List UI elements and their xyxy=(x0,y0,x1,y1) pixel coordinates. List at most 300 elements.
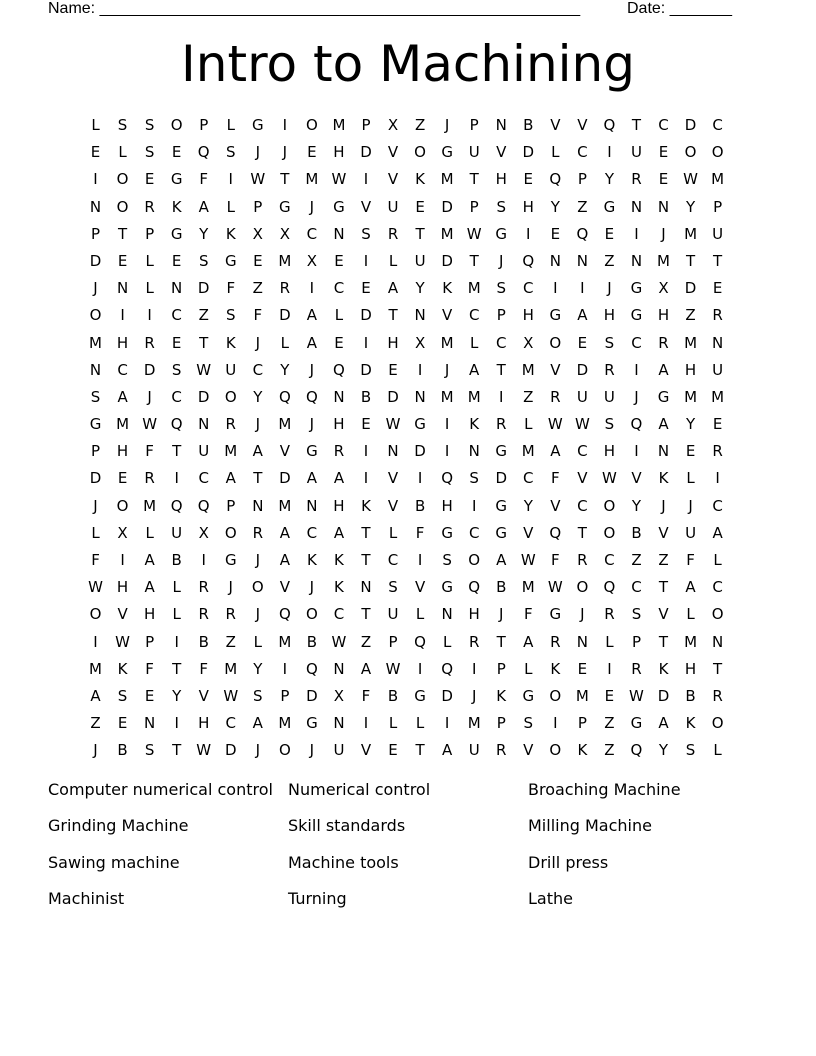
grid-letter[interactable]: S xyxy=(171,360,182,379)
grid-letter[interactable]: N xyxy=(333,224,345,243)
grid-letter[interactable]: J xyxy=(444,116,450,134)
grid-letter[interactable]: V xyxy=(631,469,642,488)
grid-letter[interactable]: G xyxy=(441,578,453,597)
grid-letter[interactable]: Z xyxy=(658,551,669,569)
grid-letter[interactable]: C xyxy=(306,224,318,243)
grid-letter[interactable]: S xyxy=(253,686,263,705)
grid-letter[interactable]: F xyxy=(145,442,154,461)
grid-letter[interactable]: R xyxy=(144,333,155,352)
grid-letter[interactable]: M xyxy=(467,714,481,733)
grid-letter[interactable]: A xyxy=(252,442,263,461)
grid-letter[interactable]: U xyxy=(333,741,345,760)
grid-letter[interactable]: N xyxy=(333,659,345,678)
grid-letter[interactable]: I xyxy=(471,496,477,515)
grid-letter[interactable]: O xyxy=(549,333,562,352)
grid-letter[interactable]: U xyxy=(712,224,724,243)
grid-letter[interactable]: A xyxy=(387,279,399,298)
grid-letter[interactable]: K xyxy=(658,469,669,488)
grid-letter[interactable]: M xyxy=(224,659,238,678)
grid-letter[interactable]: R xyxy=(712,442,723,461)
grid-letter[interactable]: W xyxy=(331,170,347,189)
grid-letter[interactable]: O xyxy=(711,605,724,624)
grid-letter[interactable]: Q xyxy=(305,387,318,406)
grid-letter[interactable]: I xyxy=(120,306,125,325)
grid-letter[interactable]: Q xyxy=(603,116,616,134)
grid-letter[interactable]: G xyxy=(522,686,535,705)
grid-letter[interactable]: G xyxy=(495,523,508,542)
grid-letter[interactable]: R xyxy=(144,469,155,488)
grid-letter[interactable]: C xyxy=(225,714,236,733)
grid-letter[interactable]: C xyxy=(171,306,182,325)
grid-letter[interactable]: R xyxy=(225,605,236,624)
grid-letter[interactable]: I xyxy=(553,279,558,298)
grid-letter[interactable]: Y xyxy=(253,659,263,678)
grid-letter[interactable]: P xyxy=(280,686,290,705)
grid-letter[interactable]: V xyxy=(360,197,372,216)
grid-letter[interactable]: A xyxy=(198,197,209,216)
grid-letter[interactable]: F xyxy=(523,605,533,624)
grid-letter[interactable]: A xyxy=(333,469,345,488)
grid-letter[interactable]: Q xyxy=(278,605,291,624)
grid-letter[interactable]: S xyxy=(442,551,452,569)
grid-letter[interactable]: M xyxy=(89,333,102,352)
grid-letter[interactable]: G xyxy=(630,306,643,325)
grid-letter[interactable]: G xyxy=(306,442,318,461)
grid-letter[interactable]: Y xyxy=(523,496,533,515)
grid-letter[interactable]: G xyxy=(89,415,102,434)
grid-letter[interactable]: N xyxy=(333,387,345,406)
grid-letter[interactable]: I xyxy=(580,279,585,298)
grid-letter[interactable]: K xyxy=(685,714,696,733)
grid-letter[interactable]: T xyxy=(172,741,182,760)
grid-letter[interactable]: D xyxy=(360,306,372,325)
grid-letter[interactable]: M xyxy=(575,686,589,705)
grid-letter[interactable]: A xyxy=(469,360,480,379)
grid-letter[interactable]: F xyxy=(551,551,560,569)
grid-letter[interactable]: Q xyxy=(278,387,291,406)
grid-letter[interactable]: A xyxy=(144,551,155,569)
grid-letter[interactable]: R xyxy=(712,686,723,705)
grid-letter[interactable]: I xyxy=(174,632,179,651)
grid-letter[interactable]: N xyxy=(414,387,426,406)
grid-letter[interactable]: L xyxy=(470,333,479,352)
grid-letter[interactable]: G xyxy=(441,143,453,162)
grid-letter[interactable]: Y xyxy=(685,415,696,434)
grid-letter[interactable]: V xyxy=(279,578,290,597)
grid-letter[interactable]: O xyxy=(549,686,562,705)
grid-letter[interactable]: A xyxy=(550,442,561,461)
grid-letter[interactable]: G xyxy=(657,387,670,406)
grid-letter[interactable]: N xyxy=(549,251,561,270)
grid-letter[interactable]: G xyxy=(306,714,318,733)
grid-letter[interactable]: O xyxy=(116,197,129,216)
grid-letter[interactable]: D xyxy=(197,387,210,406)
grid-letter[interactable]: X xyxy=(279,224,290,243)
grid-letter[interactable]: K xyxy=(361,496,371,515)
grid-letter[interactable]: T xyxy=(361,605,371,624)
grid-letter[interactable]: S xyxy=(469,469,479,488)
grid-letter[interactable]: H xyxy=(684,360,697,379)
grid-letter[interactable]: O xyxy=(711,714,724,733)
grid-letter[interactable]: L xyxy=(524,659,533,678)
grid-letter[interactable]: L xyxy=(686,605,695,624)
grid-letter[interactable]: M xyxy=(305,170,319,189)
grid-letter[interactable]: T xyxy=(713,659,723,678)
grid-letter[interactable]: I xyxy=(634,360,639,379)
grid-letter[interactable]: E xyxy=(253,251,263,270)
grid-letter[interactable]: N xyxy=(89,197,102,216)
grid-letter[interactable]: Q xyxy=(170,496,183,515)
grid-letter[interactable]: L xyxy=(524,415,533,434)
grid-letter[interactable]: F xyxy=(226,279,236,298)
grid-letter[interactable]: J xyxy=(309,741,315,760)
grid-letter[interactable]: I xyxy=(444,442,450,461)
grid-letter[interactable]: G xyxy=(170,170,183,189)
grid-letter[interactable]: K xyxy=(334,578,344,597)
grid-letter[interactable]: B xyxy=(171,551,182,569)
grid-letter[interactable]: C xyxy=(171,387,182,406)
grid-letter[interactable]: Y xyxy=(685,197,696,216)
grid-letter[interactable]: G xyxy=(495,442,508,461)
grid-letter[interactable]: N xyxy=(306,496,318,515)
grid-letter[interactable]: C xyxy=(333,605,345,624)
grid-letter[interactable]: V xyxy=(658,605,669,624)
grid-letter[interactable]: L xyxy=(226,116,235,134)
grid-letter[interactable]: M xyxy=(684,224,698,243)
grid-letter[interactable]: M xyxy=(467,279,481,298)
grid-letter[interactable]: K xyxy=(171,197,182,216)
grid-letter[interactable]: J xyxy=(661,496,666,515)
grid-letter[interactable]: H xyxy=(333,143,345,162)
grid-letter[interactable]: N xyxy=(360,578,372,597)
grid-letter[interactable]: U xyxy=(387,197,399,216)
grid-letter[interactable]: Y xyxy=(604,170,614,189)
grid-letter[interactable]: L xyxy=(388,523,398,542)
grid-letter[interactable]: B xyxy=(685,686,696,705)
grid-letter[interactable]: T xyxy=(496,360,506,379)
grid-letter[interactable]: Z xyxy=(631,551,642,569)
grid-letter[interactable]: E xyxy=(388,360,398,379)
grid-letter[interactable]: L xyxy=(713,551,722,569)
grid-letter[interactable]: M xyxy=(89,659,102,678)
grid-letter[interactable]: X xyxy=(658,279,669,298)
grid-letter[interactable]: L xyxy=(605,632,614,651)
grid-letter[interactable]: J xyxy=(688,496,693,515)
grid-letter[interactable]: N xyxy=(630,251,643,270)
grid-letter[interactable]: O xyxy=(89,306,102,325)
grid-letter[interactable]: G xyxy=(495,496,508,515)
grid-letter[interactable]: H xyxy=(657,306,670,325)
grid-letter[interactable]: T xyxy=(415,224,425,243)
grid-letter[interactable]: R xyxy=(550,632,561,651)
grid-letter[interactable]: M xyxy=(332,116,346,134)
grid-letter[interactable]: S xyxy=(144,116,155,134)
grid-letter[interactable]: C xyxy=(523,279,534,298)
grid-letter[interactable]: I xyxy=(363,714,369,733)
grid-letter[interactable]: I xyxy=(147,306,152,325)
grid-letter[interactable]: V xyxy=(387,496,399,515)
grid-letter[interactable]: I xyxy=(444,714,450,733)
grid-letter[interactable]: B xyxy=(414,496,426,515)
grid-letter[interactable]: Z xyxy=(414,116,426,134)
grid-letter[interactable]: J xyxy=(93,496,98,515)
grid-letter[interactable]: O xyxy=(711,143,724,162)
grid-letter[interactable]: H xyxy=(333,496,345,515)
grid-letter[interactable]: I xyxy=(93,170,98,189)
grid-letter[interactable]: F xyxy=(415,523,425,542)
grid-letter[interactable]: D xyxy=(224,741,237,760)
grid-letter[interactable]: A xyxy=(685,578,696,597)
grid-letter[interactable]: L xyxy=(686,469,695,488)
grid-letter[interactable]: P xyxy=(388,632,398,651)
grid-letter[interactable]: F xyxy=(145,659,154,678)
grid-letter[interactable]: M xyxy=(521,578,535,597)
grid-letter[interactable]: B xyxy=(360,387,372,406)
grid-letter[interactable]: F xyxy=(199,170,209,189)
grid-letter[interactable]: W xyxy=(520,551,536,569)
grid-letter[interactable]: H xyxy=(522,197,534,216)
grid-letter[interactable]: D xyxy=(495,469,507,488)
grid-letter[interactable]: J xyxy=(471,686,477,705)
grid-letter[interactable]: R xyxy=(468,632,480,651)
grid-letter[interactable]: N xyxy=(441,605,453,624)
grid-letter[interactable]: Z xyxy=(90,714,101,733)
grid-letter[interactable]: Y xyxy=(631,496,642,515)
grid-letter[interactable]: I xyxy=(715,469,720,488)
grid-letter[interactable]: D xyxy=(197,279,210,298)
grid-letter[interactable]: C xyxy=(631,333,642,352)
grid-letter[interactable]: T xyxy=(361,523,371,542)
grid-letter[interactable]: H xyxy=(143,605,156,624)
grid-letter[interactable]: Q xyxy=(170,415,183,434)
grid-letter[interactable]: P xyxy=(145,224,155,243)
grid-letter[interactable]: C xyxy=(387,551,399,569)
grid-letter[interactable]: J xyxy=(255,551,261,569)
grid-letter[interactable]: G xyxy=(549,605,562,624)
grid-letter[interactable]: E xyxy=(550,224,561,243)
grid-letter[interactable]: U xyxy=(630,143,642,162)
grid-letter[interactable]: F xyxy=(91,551,100,569)
grid-letter[interactable]: P xyxy=(199,116,209,134)
grid-letter[interactable]: F xyxy=(253,306,263,325)
grid-letter[interactable]: M xyxy=(440,387,454,406)
grid-letter[interactable]: E xyxy=(361,415,371,434)
grid-letter[interactable]: L xyxy=(145,523,154,542)
grid-letter[interactable]: R xyxy=(198,605,209,624)
grid-letter[interactable]: H xyxy=(441,496,453,515)
grid-letter[interactable]: F xyxy=(686,551,695,569)
grid-letter[interactable]: W xyxy=(547,578,563,597)
grid-letter[interactable]: N xyxy=(116,279,129,298)
grid-letter[interactable]: U xyxy=(576,387,588,406)
grid-letter[interactable]: U xyxy=(387,605,399,624)
grid-letter[interactable]: W xyxy=(142,415,158,434)
grid-letter[interactable]: I xyxy=(526,224,531,243)
grid-letter[interactable]: T xyxy=(388,306,398,325)
grid-letter[interactable]: I xyxy=(363,469,369,488)
grid-letter[interactable]: C xyxy=(577,143,588,162)
grid-letter[interactable]: J xyxy=(255,605,261,624)
grid-letter[interactable]: B xyxy=(387,686,399,705)
grid-letter[interactable]: D xyxy=(360,143,372,162)
grid-letter[interactable]: H xyxy=(116,333,129,352)
grid-letter[interactable]: O xyxy=(224,387,237,406)
grid-letter[interactable]: I xyxy=(282,659,288,678)
grid-letter[interactable]: M xyxy=(440,170,454,189)
grid-letter[interactable]: S xyxy=(144,741,155,760)
grid-letter[interactable]: Q xyxy=(603,578,616,597)
grid-letter[interactable]: K xyxy=(117,659,128,678)
grid-letter[interactable]: W xyxy=(385,659,401,678)
grid-letter[interactable]: W xyxy=(547,415,563,434)
grid-letter[interactable]: P xyxy=(91,442,101,461)
grid-letter[interactable]: V xyxy=(523,741,534,760)
grid-letter[interactable]: O xyxy=(305,605,318,624)
grid-letter[interactable]: I xyxy=(417,360,423,379)
grid-letter[interactable]: D xyxy=(89,469,102,488)
grid-letter[interactable]: G xyxy=(224,251,237,270)
grid-letter[interactable]: I xyxy=(607,143,612,162)
grid-letter[interactable]: D xyxy=(89,251,102,270)
grid-letter[interactable]: R xyxy=(631,170,642,189)
grid-letter[interactable]: S xyxy=(225,306,236,325)
grid-letter[interactable]: N xyxy=(711,632,724,651)
grid-letter[interactable]: A xyxy=(360,659,372,678)
grid-letter[interactable]: V xyxy=(360,741,372,760)
grid-letter[interactable]: W xyxy=(331,632,347,651)
grid-letter[interactable]: S xyxy=(496,197,506,216)
grid-letter[interactable]: V xyxy=(550,116,561,134)
grid-letter[interactable]: Z xyxy=(252,279,263,298)
grid-letter[interactable]: Y xyxy=(550,197,560,216)
grid-letter[interactable]: J xyxy=(444,360,450,379)
grid-letter[interactable]: C xyxy=(252,360,264,379)
grid-letter[interactable]: C xyxy=(577,442,588,461)
grid-letter[interactable]: A xyxy=(577,306,588,325)
grid-letter[interactable]: S xyxy=(144,143,155,162)
grid-letter[interactable]: V xyxy=(414,578,426,597)
grid-letter[interactable]: Q xyxy=(522,251,535,270)
grid-letter[interactable]: R xyxy=(604,605,615,624)
grid-letter[interactable]: X xyxy=(523,333,534,352)
grid-letter[interactable]: F xyxy=(551,469,560,488)
grid-letter[interactable]: V xyxy=(198,686,209,705)
grid-letter[interactable]: P xyxy=(469,197,479,216)
grid-letter[interactable]: A xyxy=(306,306,318,325)
grid-letter[interactable]: G xyxy=(333,197,345,216)
grid-letter[interactable]: W xyxy=(196,360,212,379)
grid-letter[interactable]: M xyxy=(440,224,454,243)
grid-letter[interactable]: J xyxy=(607,279,612,298)
grid-letter[interactable]: N xyxy=(576,251,588,270)
grid-letter[interactable]: N xyxy=(468,442,480,461)
grid-letter[interactable]: V xyxy=(577,116,588,134)
grid-letter[interactable]: J xyxy=(147,387,152,406)
grid-letter[interactable]: X xyxy=(387,116,399,134)
grid-letter[interactable]: E xyxy=(415,197,425,216)
grid-letter[interactable]: I xyxy=(607,659,612,678)
grid-letter[interactable]: L xyxy=(118,143,127,162)
grid-letter[interactable]: M xyxy=(278,251,292,270)
grid-letter[interactable]: I xyxy=(417,469,423,488)
grid-letter[interactable]: C xyxy=(712,578,723,597)
grid-letter[interactable]: D xyxy=(441,197,453,216)
grid-letter[interactable]: L xyxy=(145,279,154,298)
grid-letter[interactable]: M xyxy=(278,415,292,434)
grid-letter[interactable]: N xyxy=(630,197,643,216)
grid-letter[interactable]: C xyxy=(495,333,507,352)
grid-letter[interactable]: D xyxy=(143,360,156,379)
grid-letter[interactable]: O xyxy=(549,741,562,760)
grid-letter[interactable]: E xyxy=(577,333,588,352)
grid-letter[interactable]: M xyxy=(440,333,454,352)
grid-letter[interactable]: B xyxy=(496,578,507,597)
grid-letter[interactable]: C xyxy=(523,469,534,488)
grid-letter[interactable]: N xyxy=(198,415,210,434)
grid-letter[interactable]: A xyxy=(496,551,507,569)
grid-letter[interactable]: I xyxy=(282,116,288,134)
grid-letter[interactable]: H xyxy=(468,605,480,624)
grid-letter[interactable]: O xyxy=(170,116,183,134)
grid-letter[interactable]: I xyxy=(228,170,233,189)
grid-letter[interactable]: W xyxy=(88,578,103,597)
grid-letter[interactable]: X xyxy=(117,523,128,542)
grid-letter[interactable]: O xyxy=(251,578,264,597)
grid-letter[interactable]: R xyxy=(577,551,588,569)
grid-letter[interactable]: J xyxy=(228,578,233,597)
grid-letter[interactable]: P xyxy=(226,496,236,515)
grid-letter[interactable]: M xyxy=(521,360,535,379)
grid-letter[interactable]: A xyxy=(225,469,236,488)
grid-letter[interactable]: X xyxy=(333,686,345,705)
grid-letter[interactable]: S xyxy=(117,686,128,705)
grid-letter[interactable]: S xyxy=(388,578,398,597)
grid-letter[interactable]: I xyxy=(444,415,450,434)
grid-letter[interactable]: L xyxy=(551,143,560,162)
grid-letter[interactable]: H xyxy=(522,306,534,325)
grid-letter[interactable]: R xyxy=(252,523,264,542)
grid-letter[interactable]: D xyxy=(657,686,670,705)
grid-letter[interactable]: M xyxy=(224,442,238,461)
grid-letter[interactable]: Y xyxy=(415,279,425,298)
grid-letter[interactable]: T xyxy=(199,333,209,352)
grid-letter[interactable]: M xyxy=(657,251,670,270)
grid-letter[interactable]: L xyxy=(253,632,262,651)
grid-letter[interactable]: H xyxy=(603,306,616,325)
grid-letter[interactable]: L xyxy=(388,714,398,733)
grid-letter[interactable]: W xyxy=(223,686,239,705)
grid-letter[interactable]: E xyxy=(171,333,182,352)
grid-letter[interactable]: U xyxy=(414,251,426,270)
grid-letter[interactable]: W xyxy=(115,632,130,651)
grid-letter[interactable]: Z xyxy=(577,197,588,216)
grid-letter[interactable]: T xyxy=(469,170,479,189)
grid-letter[interactable]: A xyxy=(658,415,669,434)
grid-letter[interactable]: V xyxy=(442,306,453,325)
grid-letter[interactable]: T xyxy=(415,741,425,760)
grid-letter[interactable]: A xyxy=(658,714,669,733)
grid-letter[interactable]: N xyxy=(333,714,345,733)
grid-letter[interactable]: N xyxy=(252,496,264,515)
grid-letter[interactable]: D xyxy=(441,686,453,705)
grid-letter[interactable]: G xyxy=(414,415,426,434)
grid-letter[interactable]: J xyxy=(255,741,261,760)
grid-letter[interactable]: I xyxy=(499,387,504,406)
grid-letter[interactable]: L xyxy=(334,306,344,325)
grid-letter[interactable]: V xyxy=(387,170,399,189)
grid-letter[interactable]: D xyxy=(441,251,453,270)
grid-letter[interactable]: G xyxy=(549,306,562,325)
